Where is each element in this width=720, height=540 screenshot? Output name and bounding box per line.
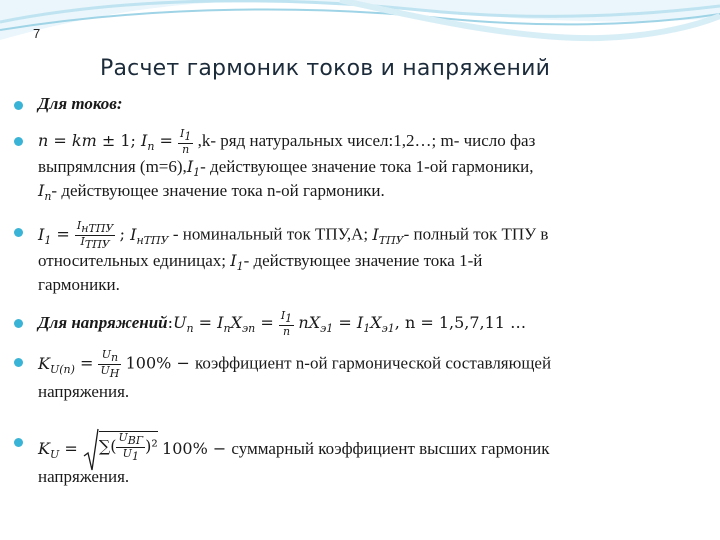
bullet-text: ,k- ряд натуральных чисел:1,2…; m- число фаз	[197, 131, 536, 150]
slide-title: Расчет гармоник токов и напряжений	[100, 56, 551, 81]
bullet-harmonic-coefficient: $K_{U(n)}$ = $\frac{U_n}{U_Н}$ 100% − коэффициент n-ой гармонической составляющей	[38, 348, 552, 381]
bullet-text: выпрямлсния (m=6),	[38, 157, 187, 176]
bullet-rated-current: $I_1$ = $\frac{I_{нТПУ}}{I_{ТПУ}}$ ; $I_{нТПУ}$ - номинальный ток ТПУ,А; $I_{ТПУ}-$ полный ток ТПУ в	[38, 219, 549, 252]
fraction-un-over-unom: $\frac{U_n}{U_Н}$	[100, 348, 120, 381]
bullet-marker	[14, 228, 23, 237]
bullet-voltage: Для $напряжений:U_n = I_nX_{эп}$ = $\frac{I_1}{n}$ $nX_{э1} = I_1X_{э1}$, n = 1,5,7,11 …	[38, 309, 527, 339]
bullet-marker	[14, 319, 23, 328]
bullet-marker	[14, 438, 23, 447]
fraction-rated-over-full: $\frac{I_{нТПУ}}{I_{ТПУ}}$	[76, 219, 114, 252]
bullet-text: коэффициент n-ой гармонической составляющей	[194, 353, 552, 373]
bullet-line: выпрямлсния $(m=6),I_1-$ действующее значение тока 1-ой гармоники,	[38, 157, 534, 180]
bullet-harmonic-order: n = km ± 1; $I_n$ = $\frac{I_1}{n}$ ,k- ряд натуральных чисел:1,2…; m- число фаз	[38, 127, 536, 157]
bullet-marker	[14, 137, 23, 146]
bullet-text: - номинальный ток ТПУ,А;	[168, 224, 373, 244]
bullet-line: гармоники.	[38, 275, 120, 294]
fraction-uvg-over-u1: $\frac{U_{ВГ}}{U_1}$	[118, 430, 144, 464]
bullet-total-coefficient: $K_U$ = ∑( $\frac{U_{ВГ}}{U_1}$ )² 100% − суммарный коэффициент высших гармоник	[38, 428, 550, 472]
bullet-line: относительных единицах; $I_1-$ действующее значение тока 1-й	[38, 251, 483, 274]
bullet-marker	[14, 358, 23, 367]
bullet-text: относительных единицах;	[38, 251, 231, 270]
bullet-marker	[14, 101, 23, 110]
bullet-text: - действующее значение тока 1-й	[243, 251, 483, 270]
harmonic-list: n = 1,5,7,11 …	[404, 313, 527, 332]
bullet-text: суммарный коэффициент высших гармоник	[231, 438, 550, 458]
bullet-line: напряжения.	[38, 467, 130, 486]
voltage-heading: Для напряжений	[38, 313, 168, 332]
bullet-line: напряжения.	[38, 382, 130, 401]
bullet-text: - действующее значение тока n-ой гармоники.	[51, 181, 385, 200]
bullet-line: $I_n-$ действующее значение тока n-ой гармоники.	[38, 181, 385, 204]
fraction-i1-over-n: $\frac{I_1}{n}$	[180, 127, 192, 157]
slide-number: 7	[33, 26, 41, 41]
current-heading: Для токов:	[38, 94, 123, 113]
fraction-i1-over-n: $\frac{I_1}{n}$	[280, 309, 293, 339]
bullet-text: - полный ток ТПУ в	[403, 224, 549, 244]
bullet-text: - действующее значение тока 1-ой гармоники,	[200, 157, 534, 176]
